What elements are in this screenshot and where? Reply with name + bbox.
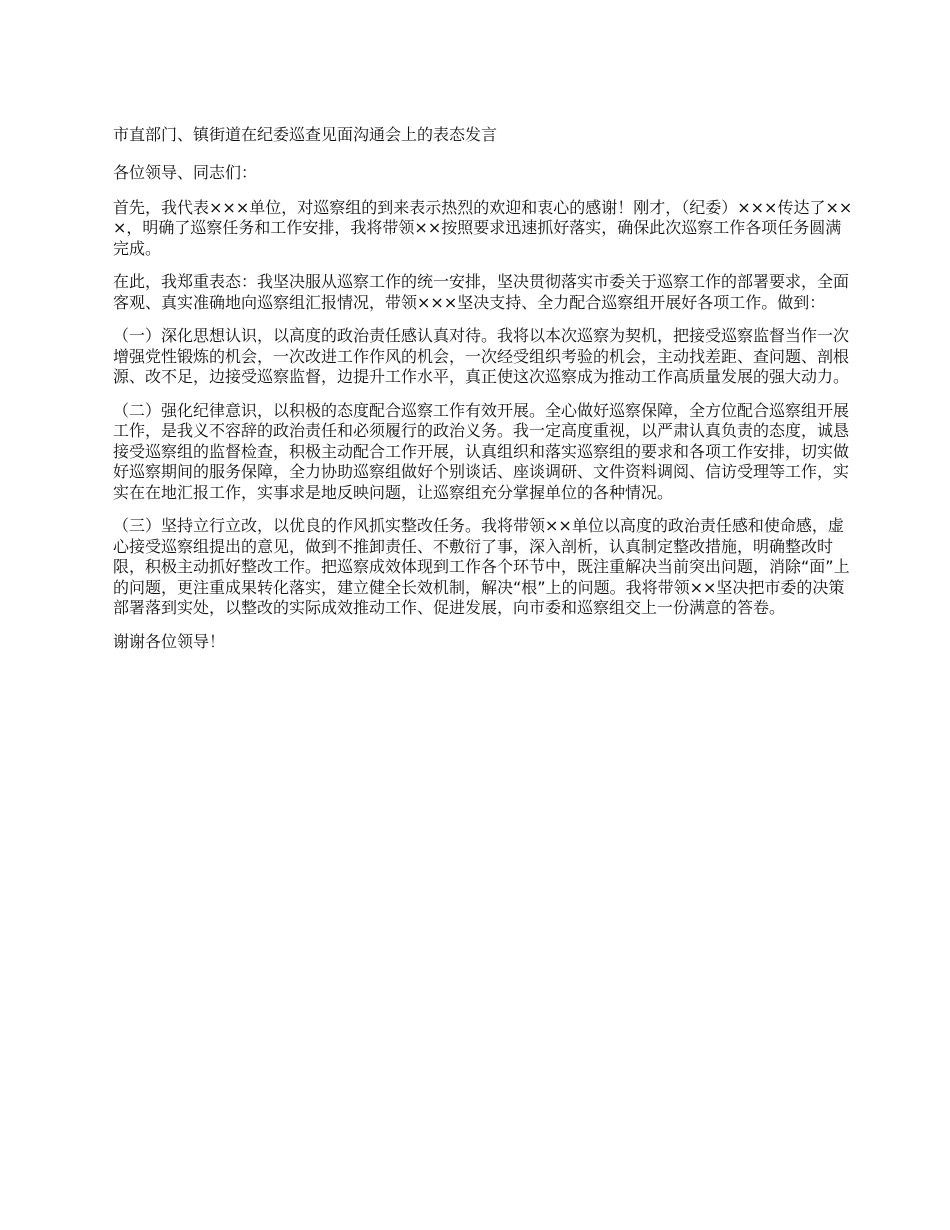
paragraph-point-three: （三）坚持立行立改，以优良的作风抓实整改任务。我将带领××单位以高度的政治责任感和使命感，虚心接受巡察组提出的意见，做到不推卸责任、不敷衍了事，深入剖析，认真制定整改措施，明确整改时限，积极主动抓好整改工作。把巡察成效体现到工作各个环节中，既注重解决当前突出问题，消除“面”上的问题，更注重成果转化落实，建立健全长效机制，解决“根”上的问题。我将带领××坚决把市委的决策部署落到实处，以整改的实际成效推动工作、促进发展，向市委和巡察组交上一份满意的答卷。 [113,516,850,617]
document-title: 市直部门、镇街道在纪委巡查见面沟通会上的表态发言 [113,125,498,144]
paragraph-opening: 首先，我代表×××单位，对巡察组的到来表示热烈的欢迎和衷心的感谢！刚才，（纪委）×××传达了×××，明确了巡察任务和工作安排，我将带领××按照要求迅速抓好落实，确保此次巡察工作各项任务圆满完成。 [113,197,853,258]
closing-remark: 谢谢各位领导！ [113,631,226,651]
paragraph-point-one: （一）深化思想认识，以高度的政治责任感认真对待。我将以本次巡察为契机，把接受巡察监督当作一次增强党性锻炼的机会，一次改进工作作风的机会，一次经受组织考验的机会，主动找差距、查问题、剖根源、改不足，边接受巡察监督，边提升工作水平，真正使这次巡察成为推动工作高质量发展的强大动力。 [113,326,850,386]
document-page [113,124,855,665]
paragraph-point-two: （二）强化纪律意识，以积极的态度配合巡察工作有效开展。全心做好巡察保障，全方位配合巡察组开展工作，是我义不容辞的政治责任和必须履行的政治义务。我一定高度重视，以严肃认真负责的态度，诚恳接受巡察组的监督检查，积极主动配合工作开展，认真组织和落实巡察组的要求和各项工作安排，切实做好巡察期间的服务保障，全力协助巡察组做好个别谈话、座谈调研、文件资料调阅、信访受理等工作，实实在在地汇报工作，实事求是地反映问题，让巡察组充分掌握单位的各种情况。 [113,400,850,502]
salutation: 各位领导、同志们： [113,163,258,182]
paragraph-pledge: 在此，我郑重表态：我坚决服从巡察工作的统一安排，坚决贯彻落实市委关于巡察工作的部署要求，全面客观、真实准确地向巡察组汇报情况，带领×××坚决支持、全力配合巡察组开展好各项工作。做到： [113,272,850,312]
